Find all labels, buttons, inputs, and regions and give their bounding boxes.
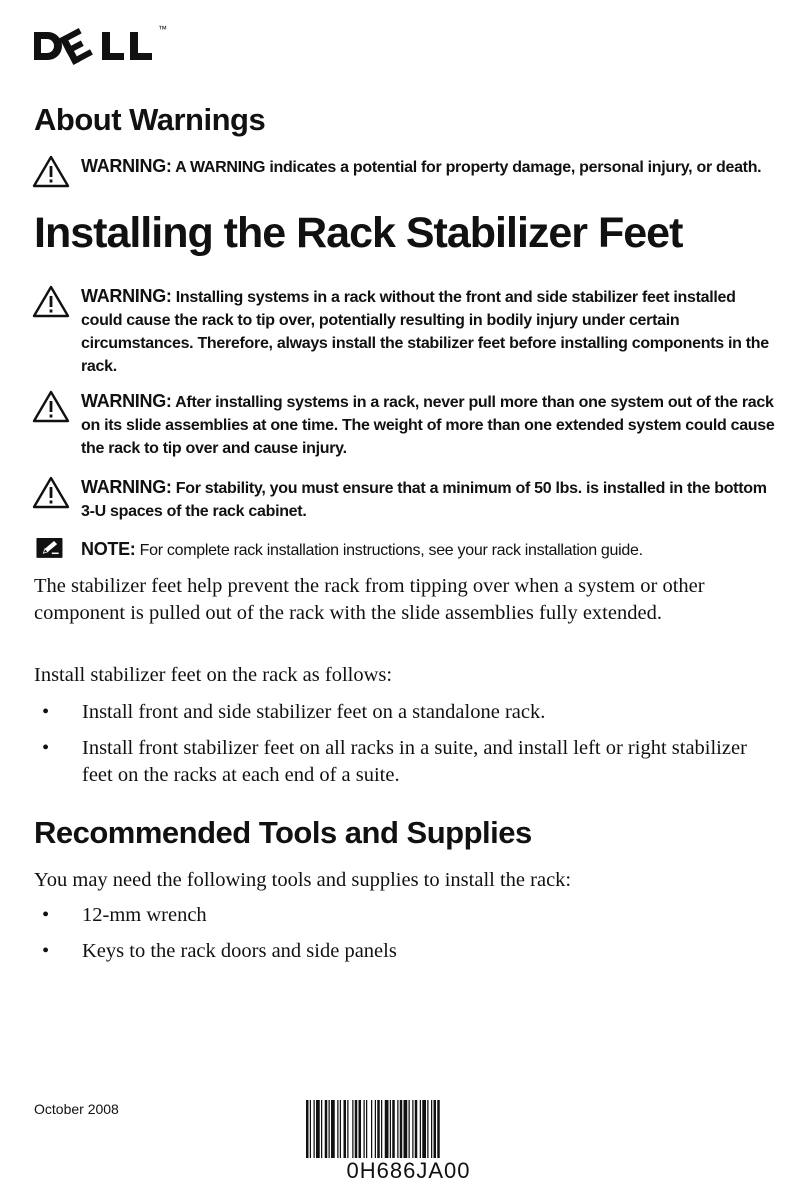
dell-logo bbox=[32, 18, 182, 68]
warning-triangle-icon bbox=[32, 285, 70, 319]
section-heading-about-warnings: About Warnings bbox=[34, 102, 266, 137]
section-heading-tools: Recommended Tools and Supplies bbox=[34, 815, 532, 850]
note-pencil-icon bbox=[34, 538, 68, 564]
barcode-bar bbox=[381, 1100, 382, 1158]
barcode-bar bbox=[359, 1100, 362, 1158]
barcode-bar bbox=[371, 1100, 372, 1158]
list-item bbox=[34, 902, 779, 929]
barcode-bar bbox=[355, 1100, 358, 1158]
list-item bbox=[34, 735, 779, 789]
barcode-bar bbox=[415, 1100, 418, 1158]
warning-keyword: WARNING: bbox=[81, 391, 172, 411]
barcode-bar bbox=[392, 1100, 395, 1158]
barcode-bar bbox=[340, 1100, 341, 1158]
barcode-bar bbox=[364, 1100, 365, 1158]
note-keyword: NOTE: bbox=[81, 539, 136, 559]
warning-block bbox=[32, 390, 777, 460]
bullet-dot: • bbox=[42, 737, 50, 759]
barcode-bar bbox=[390, 1100, 391, 1158]
body-paragraph: You may need the following tools and supplies to install the rack: bbox=[34, 869, 572, 891]
barcode-bar bbox=[375, 1100, 376, 1158]
warning-text bbox=[81, 155, 777, 179]
list-item-text: 12-mm wrench bbox=[82, 904, 207, 926]
warning-text bbox=[81, 476, 777, 523]
warning-block bbox=[32, 476, 777, 523]
warning-keyword: WARNING: bbox=[81, 477, 172, 497]
warning-triangle-icon bbox=[32, 390, 70, 424]
note-body: For complete rack installation instructions, see your rack installation guide. bbox=[139, 542, 643, 559]
list-item-text: Install front stabilizer feet on all racks in a suite, and install left or right stabilizer feet on the racks at each end of a suite. bbox=[82, 737, 747, 786]
barcode-bar bbox=[331, 1100, 335, 1158]
warning-body: A WARNING indicates a potential for property damage, personal injury, or death. bbox=[175, 159, 762, 176]
barcode-bar bbox=[434, 1100, 437, 1158]
barcode-bar bbox=[344, 1100, 347, 1158]
bullet-list bbox=[34, 902, 779, 974]
warning-block bbox=[32, 285, 777, 378]
list-item-text: Install front and side stabilizer feet on a standalone rack. bbox=[82, 701, 546, 723]
barcode-bar bbox=[321, 1100, 322, 1158]
bullet-dot: • bbox=[42, 904, 50, 926]
list-item-text: Keys to the rack doors and side panels bbox=[82, 940, 397, 962]
warning-text bbox=[81, 285, 777, 378]
note-text bbox=[81, 538, 777, 562]
barcode-bar bbox=[306, 1100, 309, 1158]
barcode-number: 0H686JA00 bbox=[346, 1158, 471, 1183]
barcode-bar bbox=[404, 1100, 408, 1158]
warning-triangle-icon bbox=[32, 155, 70, 189]
warning-keyword: WARNING: bbox=[81, 156, 172, 176]
barcode-bar bbox=[329, 1100, 330, 1158]
barcode-bar bbox=[409, 1100, 410, 1158]
barcode-bar bbox=[422, 1100, 426, 1158]
body-paragraph: The stabilizer feet help prevent the rack from tipping over when a system or other component is pulled out of the rack with the slide assemblies fully extended. bbox=[34, 575, 705, 624]
warning-text bbox=[81, 390, 777, 460]
barcode-bar bbox=[397, 1100, 398, 1158]
warning-body: For stability, you must ensure that a minimum of 50 lbs. is installed in the bottom 3-U spaces of the rack cabinet. bbox=[81, 480, 767, 520]
warning-block bbox=[32, 155, 777, 179]
barcode-bar bbox=[431, 1100, 432, 1158]
barcode-bar bbox=[377, 1100, 380, 1158]
dell-logo-graphic bbox=[32, 18, 182, 68]
list-item bbox=[34, 938, 779, 965]
barcode-bar bbox=[366, 1100, 367, 1158]
barcode-bar bbox=[325, 1100, 328, 1158]
warning-triangle-icon bbox=[32, 476, 70, 510]
warning-body: After installing systems in a rack, never pull more than one system out of the rack on its slide assemblies at one time. The weight of more than one extended system could cause the rack to tip over and cause injury. bbox=[81, 394, 775, 457]
barcode-bar bbox=[337, 1100, 338, 1158]
barcode bbox=[306, 1100, 511, 1158]
list-item bbox=[34, 699, 779, 726]
barcode-bar bbox=[400, 1100, 403, 1158]
barcode-bar bbox=[347, 1100, 348, 1158]
body-paragraph: Install stabilizer feet on the rack as follows: bbox=[34, 664, 393, 686]
barcode-bar bbox=[412, 1100, 413, 1158]
page-title: Installing the Rack Stabilizer Feet bbox=[34, 209, 683, 257]
barcode-bar bbox=[316, 1100, 320, 1158]
bullet-dot: • bbox=[42, 701, 50, 723]
bullet-list bbox=[34, 699, 779, 798]
barcode-bar bbox=[420, 1100, 421, 1158]
warning-keyword: WARNING: bbox=[81, 286, 172, 306]
barcode-bar bbox=[314, 1100, 315, 1158]
trademark-symbol: ™ bbox=[158, 24, 167, 34]
barcode-bar bbox=[310, 1100, 311, 1158]
note-block bbox=[32, 538, 777, 562]
barcode-bar bbox=[385, 1100, 389, 1158]
barcode-bar bbox=[437, 1100, 440, 1158]
warning-body: Installing systems in a rack without the front and side stabilizer feet installed could cause the rack to tip over, potentially resulting in bodily injury under certain circumstances. Therefore, always install the stabilizer feet before installing components in the rack. bbox=[81, 289, 769, 375]
bullet-dot: • bbox=[42, 940, 50, 962]
publication-date: October 2008 bbox=[34, 1101, 119, 1117]
barcode-bar bbox=[427, 1100, 428, 1158]
barcode-bar bbox=[352, 1100, 353, 1158]
